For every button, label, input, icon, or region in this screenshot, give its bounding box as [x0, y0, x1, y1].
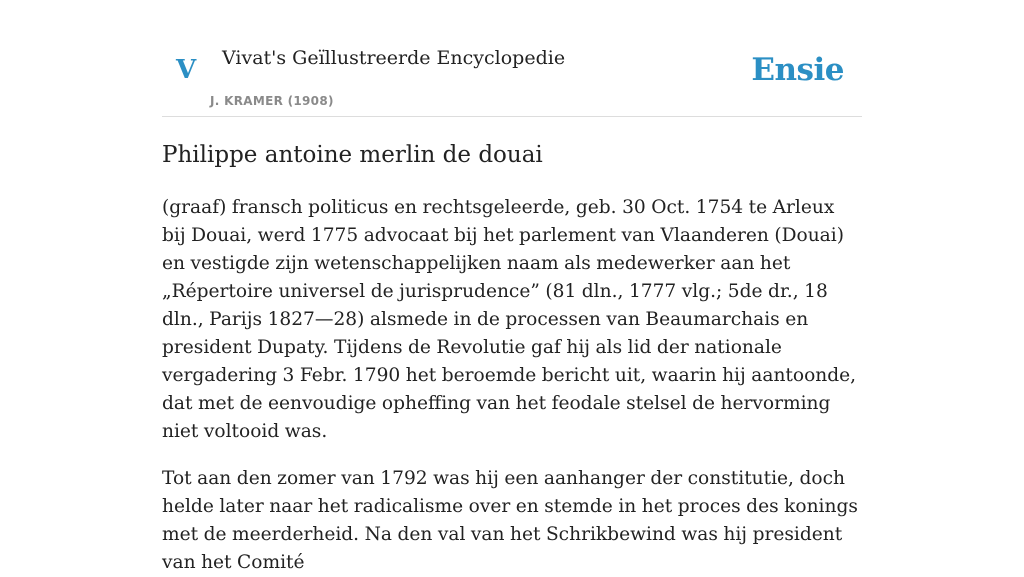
article-paragraph: Tot aan den zomer van 1792 was hij een aanhanger der constitutie, doch helde later naar het radicalisme over en stemde in het proces des konings met de meerderheid. Na den val van het Schrikbewind was hij president van het Comité [162, 468, 858, 573]
article [162, 136, 862, 577]
brand-logo[interactable]: Ensie [751, 52, 844, 88]
book-header [162, 0, 862, 117]
book-author: J. KRAMER (1908) [210, 94, 334, 108]
article-paragraph: (graaf) fransch politicus en rechtsgeleerde, geb. 30 Oct. 1754 te Arleux bij Douai, werd 1775 advocaat bij het parlement van Vlaanderen (Douai) en vestigde zijn wetenschappelijken naam als medewerker aan het „Répertoire universel de jurisprudence” (81 dln., 1777 vlg.; 5de dr., 18 dln., Parijs 1827—28) alsmede in de processen van Beaumarchais en president Dupaty. Tijdens de Revolutie gaf hij als lid der nationale vergadering 3 Febr. 1790 het beroemde bericht uit, waarin hij aantoonde, dat met de eenvoudige opheffing van het feodale stelsel de hervorming niet voltooid was. [162, 197, 857, 442]
book-logo[interactable]: V [176, 55, 197, 85]
book-title[interactable]: Vivat's Geïllustreerde Encyclopedie [222, 47, 566, 69]
article-title: Philippe antoine merlin de douai [162, 142, 543, 168]
